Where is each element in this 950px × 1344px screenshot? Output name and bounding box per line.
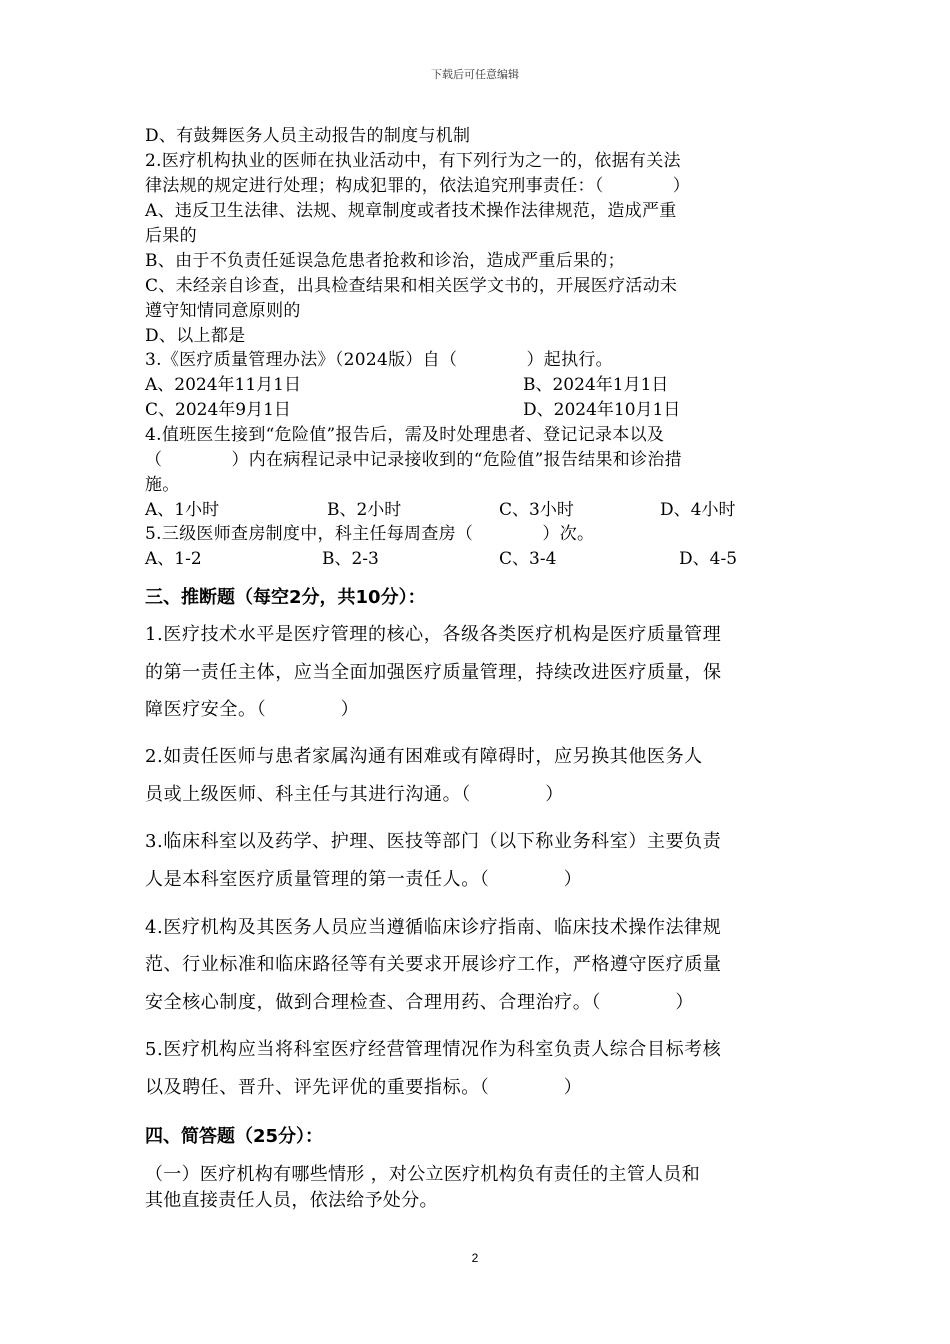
paragraph-line: 以及聘任、晋升、评先评优的重要指标。（ ） [145,1077,583,1098]
section-heading: 三、推断题（每空2分，共10分）： [145,587,426,608]
paragraph-line: 员或上级医师、科主任与其进行沟通。（ ） [145,784,564,805]
paragraph-line: 4.医疗机构及其医务人员应当遵循临床诊疗指南、临床技术操作法律规 [145,917,722,938]
section-heading: 四、简答题（25分）： [145,1126,324,1147]
paragraph-line: 安全核心制度，做到合理检查、合理用药、合理治疗。（ ） [145,992,694,1013]
paragraph-line: 障医疗安全。（ ） [145,699,360,720]
paragraph-line: （一）医疗机构有哪些情形 ，对公立医疗机构负有责任的主管人员和 [145,1164,701,1185]
question-line: 2.医疗机构执业的医师在执业活动中，有下列行为之一的，依据有关法 [145,151,681,171]
option-line: A、违反卫生法律、法规、规章制度或者技术操作法律规范，造成严重 [145,201,677,221]
question-line: 5.三级医师查房制度中，科主任每周查房（ ）次。 [145,524,595,544]
question-line: 3.《医疗质量管理办法》（2024版）自（ ）起执行。 [145,350,613,370]
paragraph-line: 1.医疗技术水平是医疗管理的核心，各级各类医疗机构是医疗质量管理 [145,624,722,645]
option-line: 遵守知情同意原则的 [145,301,301,321]
option-c: C、3-4 [499,549,557,569]
option-b: B、2024年1月1日 [523,375,669,395]
page-number: 2 [471,1251,479,1265]
option-b: B、2小时 [327,500,402,520]
option-d: D、2024年10月1日 [523,400,681,420]
question-line: 4.值班医生接到“危险值”报告后，需及时处理患者、登记记录本以及 [145,425,665,445]
option-a: A、1-2 [145,549,202,569]
paragraph-line: 3.临床科室以及药学、护理、医技等部门（以下称业务科室）主要负责 [145,831,722,852]
paragraph-line: 人是本科室医疗质量管理的第一责任人。（ ） [145,869,583,890]
paragraph-line: 的第一责任主体，应当全面加强医疗质量管理，持续改进医疗质量，保 [145,662,722,683]
question-line: 施。 [145,475,180,495]
option-line: C、未经亲自诊查，出具检查结果和相关医学文书的，开展医疗活动未 [145,276,678,296]
option-line: 后果的 [145,226,197,246]
option-c: C、2024年9月1日 [145,400,291,420]
option-c: C、3小时 [499,500,574,520]
option-a: A、1小时 [145,500,220,520]
option-b: B、2-3 [322,549,379,569]
paragraph-line: 其他直接责任人员，依法给予处分。 [145,1190,438,1211]
option-d: D、4小时 [660,500,736,520]
option-line: D、以上都是 [145,326,246,346]
question-line: 律法规的规定进行处理；构成犯罪的，依法追究刑事责任：（ ） [145,176,691,196]
paragraph-line: 5.医疗机构应当将科室医疗经营管理情况作为科室负责人综合目标考核 [145,1039,722,1060]
option-d: D、4-5 [679,549,738,569]
page-header: 下载后可任意编辑 [431,68,519,81]
question-line: （ ）内在病程记录中记录接收到的“危险值”报告结果和诊治措 [145,450,682,470]
paragraph-line: 2.如责任医师与患者家属沟通有困难或有障碍时，应另换其他医务人 [145,746,703,767]
option-line: D、有鼓舞医务人员主动报告的制度与机制 [145,126,471,146]
option-a: A、2024年11月1日 [145,375,301,395]
option-line: B、由于不负责任延误急危患者抢救和诊治，造成严重后果的； [145,251,625,271]
paragraph-line: 范、行业标准和临床路径等有关要求开展诊疗工作，严格遵守医疗质量 [145,954,722,975]
